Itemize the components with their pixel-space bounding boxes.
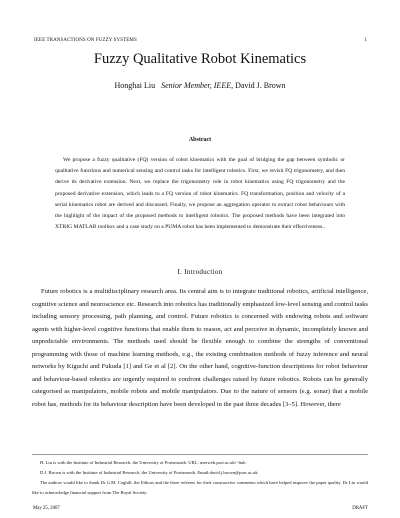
footnote: The authors would like to thank Dr G.M. Coghill, the Editors and the three referees for their constructive comments which have helped improve the paper quality. Dr Liu would like to acknowledge financial support from The Royal Society. xyxy=(32,480,368,495)
abstract-heading: Abstract xyxy=(188,137,212,143)
running-header-journal: IEEE TRANSACTIONS ON FUZZY SYSTEMS xyxy=(34,38,137,43)
footnote: H. Liu is with the Institute of Industrial Research, the University of Portsmouth. URL: userweb.port.ac.uk/~liuh xyxy=(40,460,246,465)
footnote: D.J. Brown is with the Institute of Industrial Research, the University of Portsmouth. Email:david.j.brown@port.ac.uk xyxy=(40,470,258,475)
page-number: 1 xyxy=(364,38,367,43)
paper-title: Fuzzy Qualitative Robot Kinematics xyxy=(93,51,307,67)
footer-status: DRAFT xyxy=(352,506,368,511)
author-name: David J. Brown xyxy=(235,81,286,90)
abstract-text: We propose a fuzzy qualitative (FQ) version of robot kinematics with the goal of bridging the gap between symbolic or qualitative functions and numerical sensing and control tasks for intelligent robotics. First, we revisit FQ trigonometry, and then derive its derivative extension. Next, we replace the trigonometry role in robot kinematics using FQ trigonometry and the proposed derivative extension, which leads to a FQ version of robot kinematics. FQ transformation, position and velocity of a serial kinematics robot are derived and discussed. Finally, we propose an aggregation operator to extract robot behaviours with the highlight of the impact of the proposed methods to intelligent robotics. The proposed methods have been integrated into XTRIG MATLAB toolbox and a case study on a PUMA robot has been implemented to demonstrate their effectiveness.. xyxy=(55,157,345,231)
body-paragraph: Future robotics is a multidisciplinary research area. Its central aim is to integrate traditional robotics, artificial intelligence, cognitive science and neuroscience etc. Research into robotics has traditionally emphasized low-level sensing and control tasks including sensory processing, path planning, and control. Future robotics is concerned with endowing robots and software agents with higher-level cognitive functions that enable them to reason, act and perceive in dynamic, incompletely known and unpredictable environments. The methods used should be flexible enough to combine the strengths of conventional programming with those of machine learning methods, e.g., the existing combination methods of fuzzy inference and neural networks by Kiguchi and Fukuda [1] and Ge et al [2]. On the other hand, cognitive-function descriptions for robot behaviour and behaviour-based robotics are urgently required to confront challenges raised by future robotics. Robots can be generally categorised as manipulators, mobile robots and mobile manipulators. Due to the nature of sensors (e.g. sonar) that a mobile robot has, methods for its behaviour description have been developed in the past three decades [3–5]. However, there xyxy=(32,288,368,408)
author-line xyxy=(0,81,400,90)
author-name: Honghai Liu xyxy=(114,81,156,90)
footnote-divider xyxy=(32,454,368,455)
section-heading: I. Introduction xyxy=(177,268,223,276)
footer-date: May 25, 2007 xyxy=(33,506,60,511)
author-role: Senior Member, IEEE, xyxy=(161,81,234,90)
